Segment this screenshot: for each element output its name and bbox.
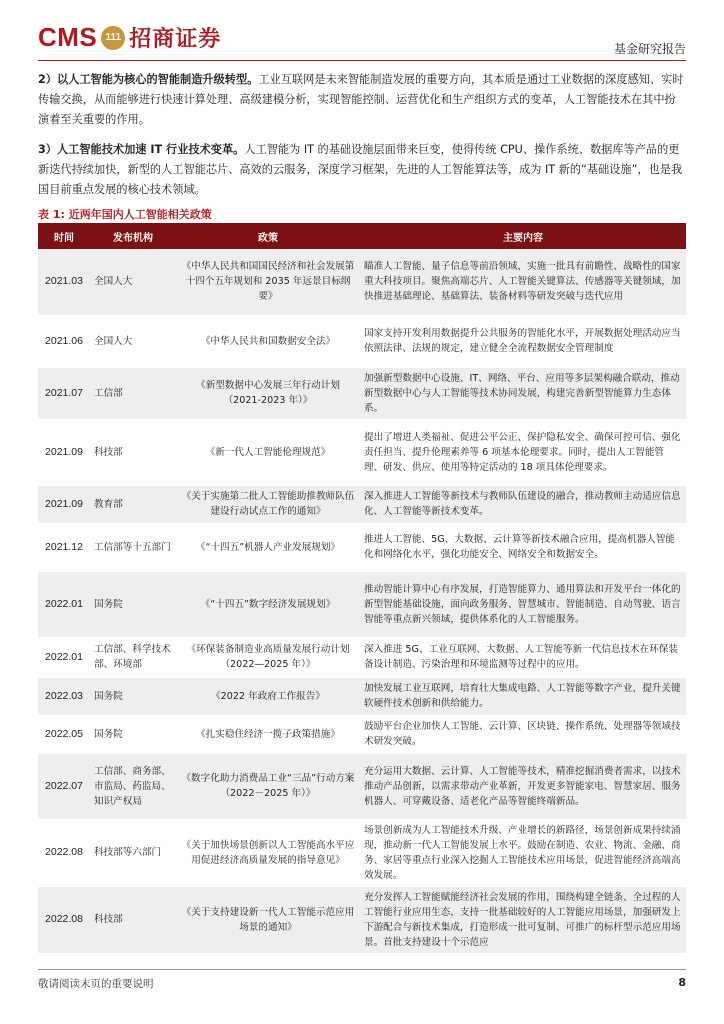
cell-content: 瞄准人工智能、量子信息等前沿领域，实施一批具有前瞻性、战略性的国家重大科技项目。聚焦高端芯片、人工智能关键算法、传感器等关键领域，加快推进基础理论、基础算法、装备材料等研发突破与迭代应用 xyxy=(360,249,686,315)
logo-cms-text: CMS xyxy=(38,22,98,52)
table-row xyxy=(38,819,686,886)
table-row xyxy=(38,249,686,315)
cell-content: 深入推进人工智能等新技术与教师队伍建设的融合，推动教师主动适应信息化、人工智能等新技术变革。 xyxy=(360,485,686,523)
table-row xyxy=(38,637,686,677)
table-row xyxy=(38,886,686,953)
cell-content: 场景创新成为人工智能技术升级、产业增长的新路径，场景创新成果持续涌现，推动新一代人工智能发展上水平。鼓励在制造、农业、物流、金融、商务、家居等重点行业深入挖掘人工智能技术应用场景，促进智能经济高端高效发展。 xyxy=(360,819,686,886)
report-type-label: 基金研究报告 xyxy=(613,42,686,56)
company-logo xyxy=(38,22,221,53)
cell-time: 2022.03 xyxy=(38,677,90,715)
cell-time: 2022.01 xyxy=(38,637,90,677)
cell-content: 充分发挥人工智能赋能经济社会发展的作用，围绕构建全链条、全过程的人工智能行业应用生态，支持一批基础较好的人工智能应用场景，加强研发上下游配合与新技术集成，打造形成一批可复制、可推广的标杆型示范应用场景。首批支持建设十个示范应 xyxy=(360,886,686,953)
paragraph-manufacturing xyxy=(38,70,686,130)
paragraph-it-industry xyxy=(38,140,686,200)
header-divider xyxy=(38,60,686,61)
header-org: 发布机构 xyxy=(90,223,176,249)
cell-policy: 《新型数据中心发展三年行动计划（2021-2023 年）》 xyxy=(176,367,360,419)
footer-divider xyxy=(38,969,686,970)
policy-table xyxy=(38,223,686,954)
cell-org: 国务院 xyxy=(90,715,176,753)
paragraph-body: 工业互联网是未来智能制造发展的重要方向，其本质是通过工业数据的深度感知、实时传输交换，从而能够进行快速计算处理、高级建模分析，实现智能控制、运营优化和生产组织方式的变革，人工智能技术在其中扮演着至关重要的作用。 xyxy=(38,73,684,126)
page-header xyxy=(0,0,724,62)
table-row xyxy=(38,315,686,367)
cell-content: 充分运用大数据、云计算、人工智能等技术，精准挖掘消费者需求，以技术推动产品创新，以需求带动产业革新，开发更多智能家电、智慧家居、服务机器人、可穿戴设备、适老化产品等智能终端新品。 xyxy=(360,753,686,819)
cell-org: 工信部、商务部、市监局、药监局、知识产权局 xyxy=(90,753,176,819)
cell-content: 深入推进 5G、工业互联网、大数据、人工智能等新一代信息技术在环保装备设计制造、污染治理和环境监测等过程中的应用。 xyxy=(360,637,686,677)
cell-time: 2021.07 xyxy=(38,367,90,419)
paragraph-body: 人工智能为 IT 的基础设施层面带来巨变，使得传统 CPU、操作系统、数据库等产品的更新迭代持续加快，新型的人工智能芯片、高效的云服务，深度学习框架，先进的人工智能算法等，成为 IT 新的“基础设施”，也是我国目前重点发展的核心技术领域。 xyxy=(38,143,683,196)
logo-company-name: 招商证券 xyxy=(129,27,222,52)
table-row xyxy=(38,677,686,715)
cell-org: 工信部等十五部门 xyxy=(90,523,176,571)
cell-policy: 《关于加快场景创新以人工智能高水平应用促进经济高质量发展的指导意见》 xyxy=(176,819,360,886)
header-content: 主要内容 xyxy=(360,223,686,249)
cell-org: 国务院 xyxy=(90,677,176,715)
cell-org: 教育部 xyxy=(90,485,176,523)
paragraph-lead: 3）人工智能技术加速 IT 行业技术变革。 xyxy=(38,143,245,156)
cell-content: 鼓励平台企业加快人工智能、云计算、区块链、操作系统、处理器等领域技术研发突破。 xyxy=(360,715,686,753)
cell-content: 提出了增进人类福祉、促进公平公正、保护隐私安全、确保可控可信、强化责任担当、提升伦理素养等 6 项基本伦理要求。同时，提出人工智能管理、研发、供应、使用等特定活动的 18 项具体伦理要求。 xyxy=(360,419,686,485)
cell-time: 2022.08 xyxy=(38,886,90,953)
table-row xyxy=(38,571,686,637)
cell-content: 加强新型数据中心设施、IT、网络、平台、应用等多层架构融合联动，推动新型数据中心与人工智能等技术协同发展，构建完善新型智能算力生态体系。 xyxy=(360,367,686,419)
cell-policy: 《数字化助力消费品工业“三品”行动方案（2022－2025 年）》 xyxy=(176,753,360,819)
cell-policy: 《环保装备制造业高质量发展行动计划（2022—2025 年）》 xyxy=(176,637,360,677)
table-row xyxy=(38,419,686,485)
cell-policy: 《“十四五”数字经济发展规划》 xyxy=(176,571,360,637)
page-number: 8 xyxy=(678,976,686,989)
cell-policy: 《2022 年政府工作报告》 xyxy=(176,677,360,715)
table-row xyxy=(38,485,686,523)
table-header-row xyxy=(38,223,686,249)
cell-org: 全国人大 xyxy=(90,315,176,367)
cell-org: 国务院 xyxy=(90,571,176,637)
table-row xyxy=(38,715,686,753)
cell-time: 2021.12 xyxy=(38,523,90,571)
cell-org: 全国人大 xyxy=(90,249,176,315)
table-row xyxy=(38,367,686,419)
cell-policy: 《新一代人工智能伦理规范》 xyxy=(176,419,360,485)
cell-policy: 《扎实稳住经济一揽子政策措施》 xyxy=(176,715,360,753)
cell-time: 2021.03 xyxy=(38,249,90,315)
cell-content: 国家支持开发利用数据提升公共服务的智能化水平，开展数据处理活动应当依照法律、法规的规定，建立健全全流程数据安全管理制度 xyxy=(360,315,686,367)
cell-content: 加快发展工业互联网，培育壮大集成电路、人工智能等数字产业，提升关键软硬件技术创新和供给能力。 xyxy=(360,677,686,715)
cell-policy: 《关于实施第二批人工智能助推教师队伍建设行动试点工作的通知》 xyxy=(176,485,360,523)
cell-org: 科技部 xyxy=(90,886,176,953)
cell-policy: 《中华人民共和国数据安全法》 xyxy=(176,315,360,367)
cell-time: 2022.05 xyxy=(38,715,90,753)
logo-badge-icon: 111 xyxy=(101,26,125,50)
cell-time: 2022.07 xyxy=(38,753,90,819)
cell-org: 工信部、科学技术部、环境部 xyxy=(90,637,176,677)
cell-policy: 《中华人民共和国国民经济和社会发展第十四个五年规划和 2035 年远景目标纲要》 xyxy=(176,249,360,315)
cell-time: 2021.06 xyxy=(38,315,90,367)
table-row xyxy=(38,523,686,571)
cell-content: 推进人工智能、5G、大数据、云计算等新技术融合应用，提高机器人智能化和网络化水平，强化功能安全、网络安全和数据安全。 xyxy=(360,523,686,571)
cell-policy: 《“十四五”机器人产业发展规划》 xyxy=(176,523,360,571)
cell-content: 推动智能计算中心有序发展，打造智能算力、通用算法和开发平台一体化的新型智能基础设施，面向政务服务、智慧城市、智能制造、自动驾驶、语言智能等重点新兴领域，提供体系化的人工智能服务。 xyxy=(360,571,686,637)
cell-time: 2021.09 xyxy=(38,419,90,485)
cell-org: 科技部等六部门 xyxy=(90,819,176,886)
header-time: 时间 xyxy=(38,223,90,249)
header-policy: 政策 xyxy=(176,223,360,249)
cell-org: 工信部 xyxy=(90,367,176,419)
table-row xyxy=(38,753,686,819)
footer-disclaimer-note: 敬请阅读末页的重要说明 xyxy=(38,978,154,990)
cell-time: 2022.08 xyxy=(38,819,90,886)
cell-time: 2021.09 xyxy=(38,485,90,523)
cell-time: 2022.01 xyxy=(38,571,90,637)
cell-org: 科技部 xyxy=(90,419,176,485)
table-title: 表 1: 近两年国内人工智能相关政策 xyxy=(38,208,212,221)
cell-policy: 《关于支持建设新一代人工智能示范应用场景的通知》 xyxy=(176,886,360,953)
paragraph-lead: 2）以人工智能为核心的智能制造升级转型。 xyxy=(38,73,259,86)
